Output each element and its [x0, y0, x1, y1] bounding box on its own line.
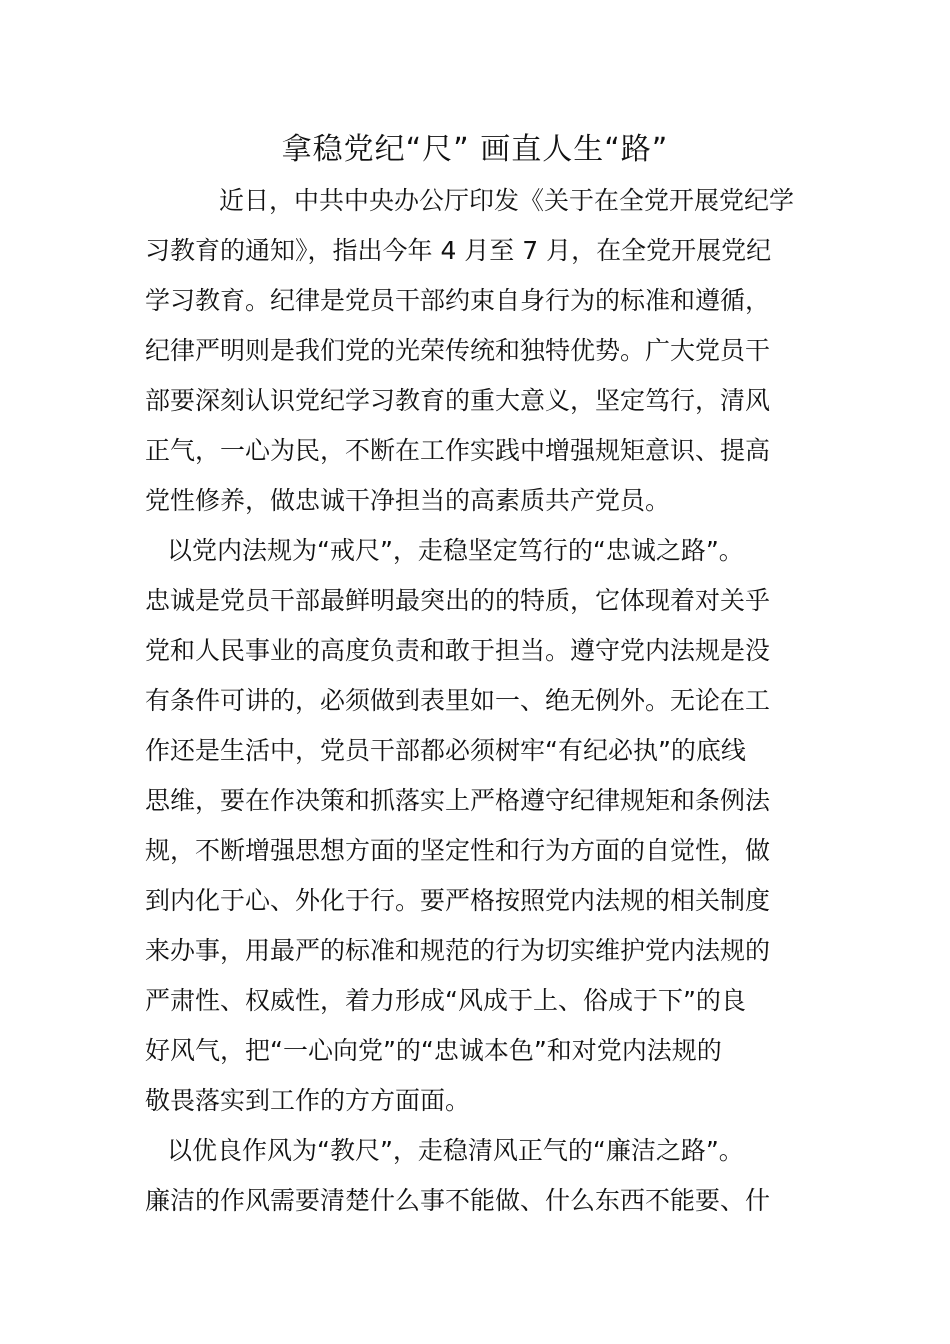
text-line: 严肃性、权威性，着力形成“风成于上、俗成于下”的良: [145, 986, 746, 1015]
text-line: 好风气，把“一心向党”的“忠诚本色”和对党内法规的: [145, 1036, 722, 1065]
document-title: 拿稳党纪“尺” 画直人生“路”: [281, 132, 669, 167]
paragraph-1: [145, 176, 810, 526]
text-line: 部要深刻认识党纪学习教育的重大意义，坚定笃行，清风: [145, 386, 771, 415]
document-body: [145, 176, 810, 1226]
text-line: 规，不断增强思想方面的坚定性和行为方面的自觉性，做: [145, 836, 771, 865]
text-line: 有条件可讲的，必须做到表里如一、绝无例外。无论在工: [145, 686, 771, 715]
section-heading-line: 以优良作风为“教尺”，走稳清风正气的“廉洁之路”。: [167, 1136, 744, 1165]
text-line: 到内化于心、外化于行。要严格按照党内法规的相关制度: [145, 886, 771, 915]
text-line: 正气，一心为民，不断在工作实践中增强规矩意识、提高: [145, 436, 771, 465]
text-line: 纪律严明则是我们党的光荣传统和独特优势。广大党员干: [145, 336, 771, 365]
text-line: 作还是生活中，党员干部都必须树牢“有纪必执”的底线: [145, 736, 746, 765]
text-line: 学习教育。纪律是党员干部约束自身行为的标准和遵循，: [145, 286, 771, 315]
text-line: 党性修养，做忠诚干净担当的高素质共产党员。: [145, 486, 671, 515]
text-line: 来办事，用最严的标准和规范的行为切实维护党内法规的: [145, 936, 771, 965]
text-line: 近日，中共中央办公厅印发《关于在全党开展党纪学: [219, 186, 795, 215]
paragraph-2: [145, 526, 810, 1126]
text-line: 忠诚是党员干部最鲜明最突出的的特质，它体现着对关乎: [145, 586, 771, 615]
text-line: 习教育的通知》，指出今年 4 月至 7 月，在全党开展党纪: [145, 236, 772, 265]
paragraph-3: [145, 1126, 810, 1226]
text-line: 敬畏落实到工作的方方面面。: [145, 1086, 471, 1115]
text-line: 廉洁的作风需要清楚什么事不能做、什么东西不能要、什: [145, 1186, 771, 1215]
section-heading-line: 以党内法规为“戒尺”，走稳坚定笃行的“忠诚之路”。: [167, 536, 744, 565]
text-line: 思维，要在作决策和抓落实上严格遵守纪律规矩和条例法: [145, 786, 771, 815]
text-line: 党和人民事业的高度负责和敢于担当。遵守党内法规是没: [145, 636, 771, 665]
